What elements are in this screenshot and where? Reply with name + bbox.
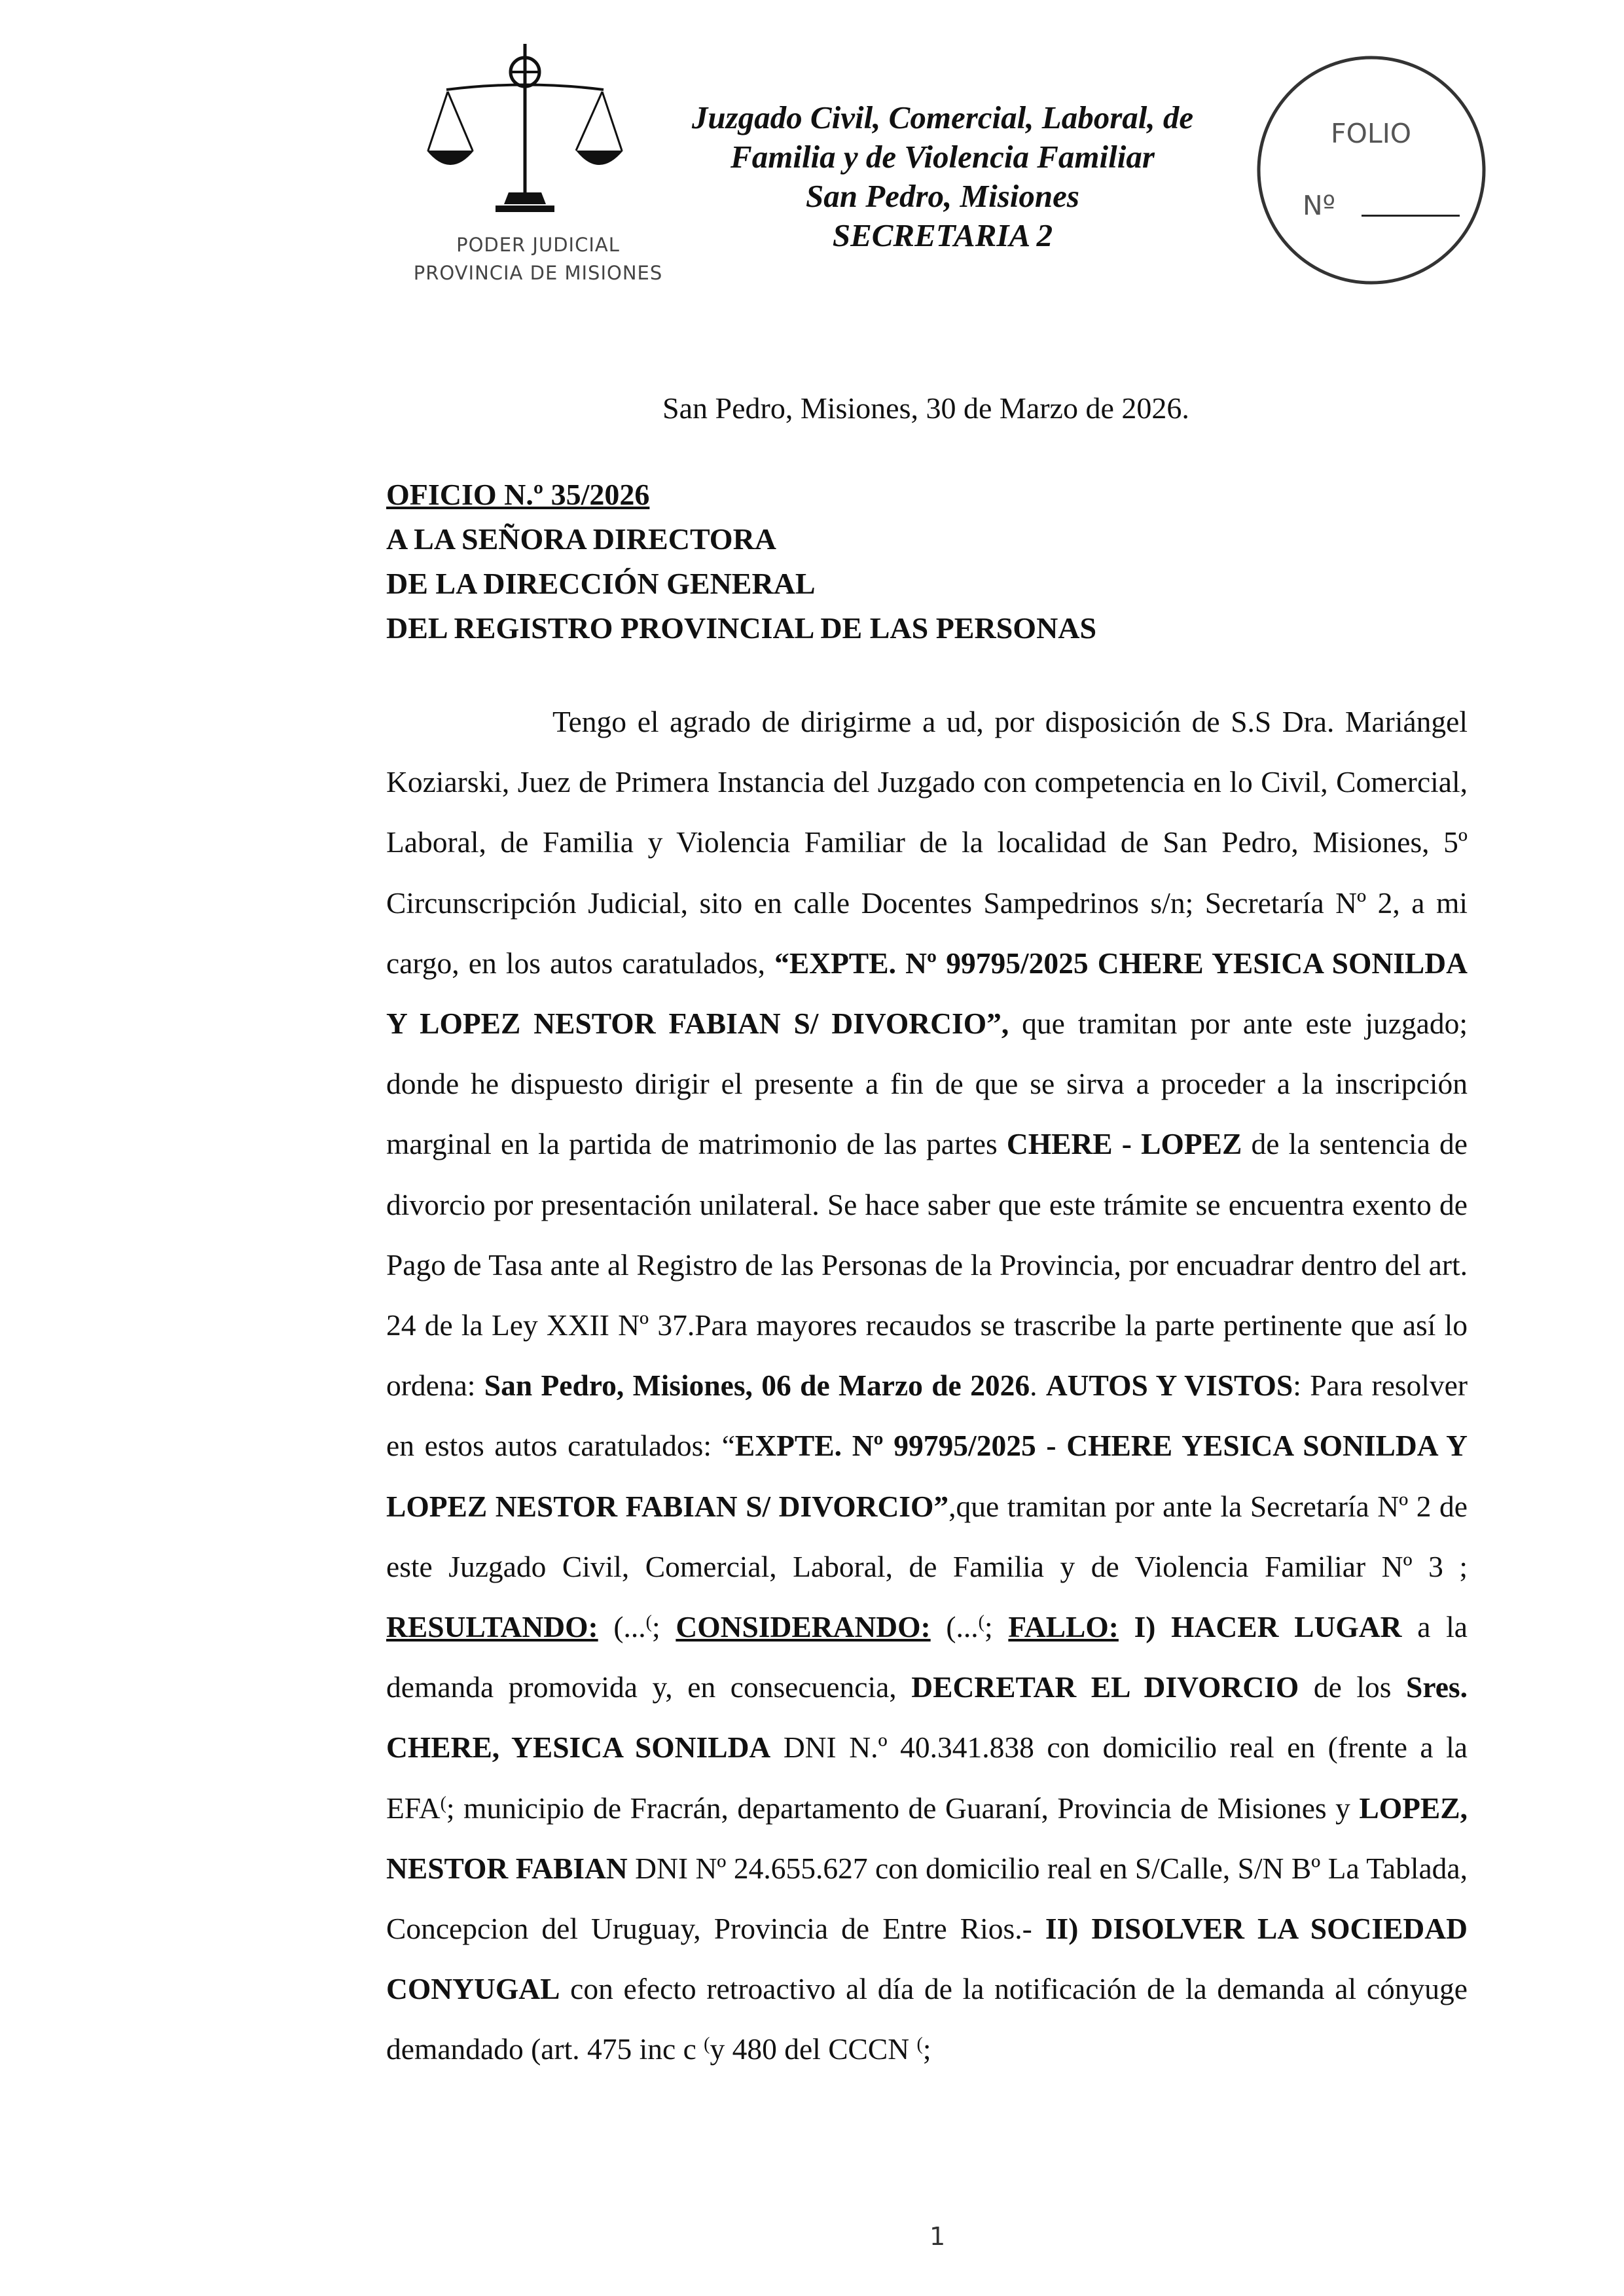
page-number: 1 xyxy=(929,2222,946,2251)
body-text: de los xyxy=(1299,1670,1407,1704)
body-paragraph xyxy=(386,692,1468,2080)
body-text: Tengo el agrado de dirigirme a ud, por disposición de S.S Dra. Mariángel Koziarski, Juez de Primera Instancia del Juzgado con competencia en lo Civil, Comercial, Laboral, de Familia y Violencia Familiar de la localidad de San Pedro, Misiones, 5º Circunscripción Judicial, sito en calle Docentes Sampedrinos s/n; Secretaría Nº 2, a mi cargo, en los autos caratulados, xyxy=(386,705,1468,980)
autos-y-vistos: AUTOS Y VISTOS xyxy=(1045,1369,1293,1403)
body-text: (... xyxy=(930,1610,979,1644)
addressee-line: DE LA DIRECCIÓN GENERAL xyxy=(386,567,816,600)
considerando-heading: CONSIDERANDO: xyxy=(676,1610,931,1644)
body-text: . xyxy=(1030,1369,1046,1403)
court-title-line: Juzgado Civil, Comercial, Laboral, de xyxy=(691,99,1194,135)
body-text: de la sentencia de divorcio por presentación unilateral. Se hace saber que este trámite se encuentra exento de Pago de Tasa ante al Registro de las Personas de la Provincia, por encuadrar dentro del art. 24 de la Ley XXII Nº 37.Para mayores recaudos se trascribe la parte pertinente que así lo ordena: xyxy=(386,1127,1468,1403)
court-title-line: San Pedro, Misiones xyxy=(806,178,1079,214)
divorce-decree: DECRETAR EL DIVORCIO xyxy=(911,1670,1299,1704)
seal-text-line1: PODER JUDICIAL xyxy=(456,234,620,256)
body-text: y 480 del CCCN xyxy=(710,2032,910,2066)
folio-number-blank xyxy=(1362,215,1460,217)
ruling-point-2: II) DISOLVER LA SOCIEDAD CONYUGAL xyxy=(386,1912,1468,2006)
folio-number-label: Nº xyxy=(1303,190,1335,221)
body-text: con efecto retroactivo al día de la notificación de la demanda al cónyuge demandado (art. 475 inc c xyxy=(386,1972,1468,2066)
party-2-name: LOPEZ, NESTOR FABIAN xyxy=(386,1791,1468,1885)
paren-mark: ( xyxy=(645,1612,652,1633)
court-title-line: Familia y de Violencia Familiar xyxy=(731,139,1155,175)
judicial-seal xyxy=(401,41,676,289)
body-text: ; xyxy=(651,1610,660,1644)
oficio-number: OFICIO N.º 35/2026 xyxy=(386,478,650,511)
body-text: : Para resolver en estos autos caratulados: “ xyxy=(386,1369,1468,1463)
body-text: ,que tramitan por ante la Secretaría Nº 2 de este Juzgado Civil, Comercial, Laboral, de Familia y de Violencia Familiar Nº 3 ; xyxy=(386,1489,1468,1583)
body-text: a la demanda promovida y, en consecuencia, xyxy=(386,1610,1468,1704)
resolution-date: San Pedro, Misiones, 06 de Marzo de 2026 xyxy=(484,1369,1030,1403)
case-caption-quoted: EXPTE. Nº 99795/2025 - CHERE YESICA SONILDA Y LOPEZ NESTOR FABIAN S/ DIVORCIO” xyxy=(386,1429,1468,1523)
party-1-name: Sres. CHERE, YESICA SONILDA xyxy=(386,1670,1468,1765)
parties-name: CHERE - LOPEZ xyxy=(1006,1127,1242,1161)
ruling-point-1: I) HACER LUGAR xyxy=(1118,1610,1402,1644)
addressee-line: A LA SEÑORA DIRECTORA xyxy=(386,522,777,556)
body-text: ; xyxy=(922,2032,931,2066)
body-text: DNI Nº 24.655.627 con domicilio real en S/Calle, S/N Bº La Tablada, Concepcion del Uruguay, Provincia de Entre Rios.- xyxy=(386,1851,1468,1946)
paren-mark: ( xyxy=(704,2034,710,2055)
date-line: San Pedro, Misiones, 30 de Marzo de 2026. xyxy=(662,391,1189,425)
fallo-heading: FALLO: xyxy=(1008,1610,1119,1644)
body-text: municipio de Fracrán, departamento de Guaraní, Provincia de Misiones y xyxy=(454,1791,1360,1825)
body-text: ; xyxy=(984,1610,993,1644)
paren-mark: ( xyxy=(978,1612,984,1633)
resultando-heading: RESULTANDO: xyxy=(386,1610,598,1644)
body-text: DNI N.º 40.341.838 con domicilio real en (frente a la EFA xyxy=(386,1731,1468,1825)
court-title xyxy=(668,98,1218,255)
paren-mark: ( xyxy=(916,2034,923,2055)
body-text: ; xyxy=(446,1791,455,1825)
case-caption: “EXPTE. Nº 99795/2025 CHERE YESICA SONILDA Y LOPEZ NESTOR FABIAN S/ DIVORCIO”, xyxy=(386,946,1468,1041)
folio-stamp xyxy=(1254,52,1489,288)
addressee-line: DEL REGISTRO PROVINCIAL DE LAS PERSONAS xyxy=(386,611,1097,645)
seal-text-line2: PROVINCIA DE MISIONES xyxy=(413,262,663,284)
addressee-block xyxy=(386,473,1096,651)
document-body xyxy=(386,692,1468,2080)
folio-label: FOLIO xyxy=(1331,118,1412,149)
paren-mark: ( xyxy=(440,1793,446,1814)
folio-circle-icon xyxy=(1254,52,1489,288)
scales-of-justice-icon xyxy=(427,41,623,230)
body-text: que tramitan por ante este juzgado; donde he dispuesto dirigir el presente a fin de que se sirva a proceder a la inscripción marginal en la partida de matrimonio de las partes xyxy=(386,1007,1468,1161)
body-text: (... xyxy=(598,1610,646,1644)
court-title-line: SECRETARIA 2 xyxy=(832,217,1053,253)
